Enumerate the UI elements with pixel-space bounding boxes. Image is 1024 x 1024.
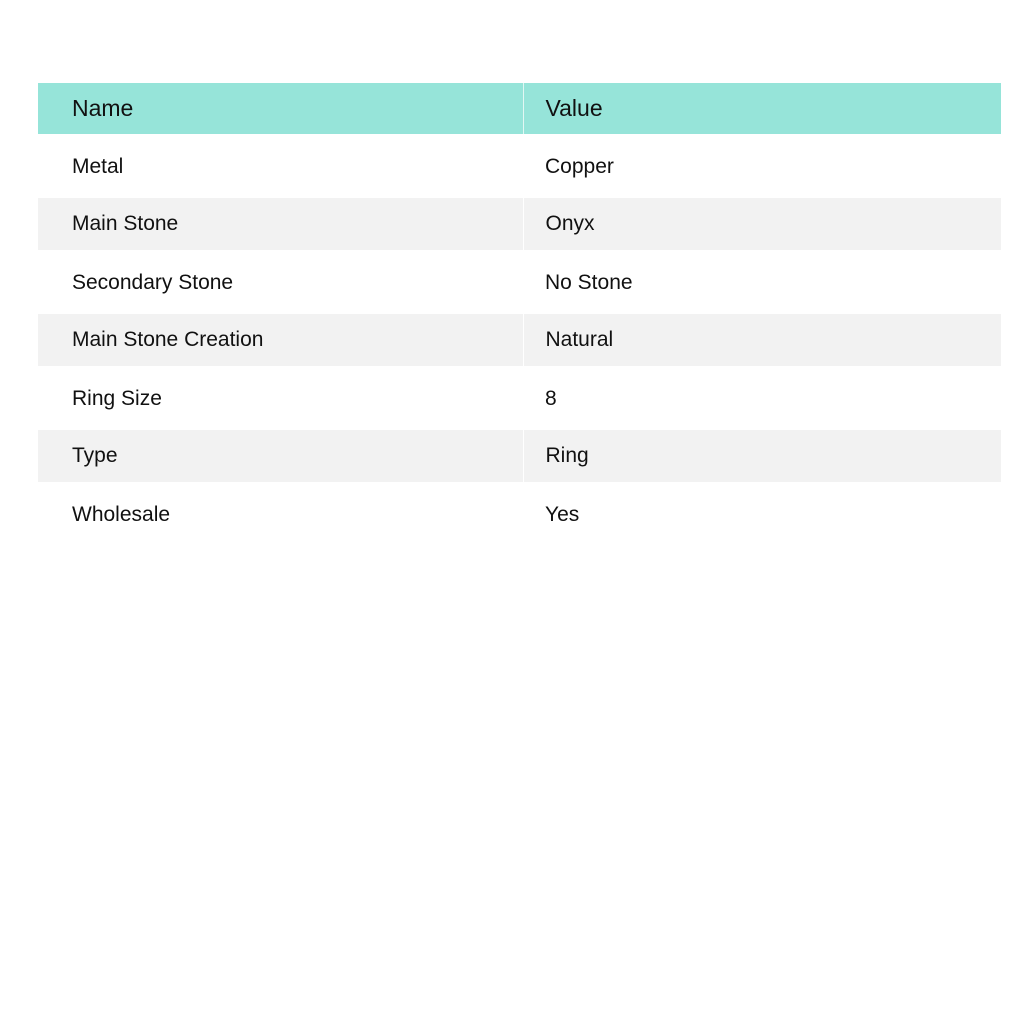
attribute-value: Ring bbox=[523, 430, 1001, 482]
table-row bbox=[38, 314, 1001, 366]
attribute-name: Ring Size bbox=[72, 386, 162, 410]
table-row bbox=[38, 366, 1001, 430]
column-header-name: Name bbox=[38, 83, 523, 134]
table-row bbox=[38, 482, 1001, 546]
table-row bbox=[38, 134, 1001, 198]
column-header-value: Value bbox=[523, 83, 1001, 134]
attribute-value: No Stone bbox=[545, 270, 633, 294]
attribute-value: Natural bbox=[523, 314, 1001, 366]
attribute-value: Yes bbox=[545, 502, 580, 526]
table-row bbox=[38, 198, 1001, 250]
attribute-value: Copper bbox=[545, 154, 614, 178]
table-row bbox=[38, 250, 1001, 314]
attribute-name: Main Stone Creation bbox=[38, 314, 523, 366]
attribute-name: Main Stone bbox=[38, 198, 523, 250]
attribute-name: Type bbox=[38, 430, 523, 482]
attribute-name: Secondary Stone bbox=[72, 270, 234, 294]
table-row bbox=[38, 430, 1001, 482]
attribute-value: 8 bbox=[545, 386, 557, 410]
attribute-value: Onyx bbox=[523, 198, 1001, 250]
attribute-name: Metal bbox=[72, 154, 124, 178]
attribute-name: Wholesale bbox=[72, 502, 171, 526]
attributes-table bbox=[38, 83, 1001, 546]
table-header-row bbox=[38, 83, 1001, 134]
